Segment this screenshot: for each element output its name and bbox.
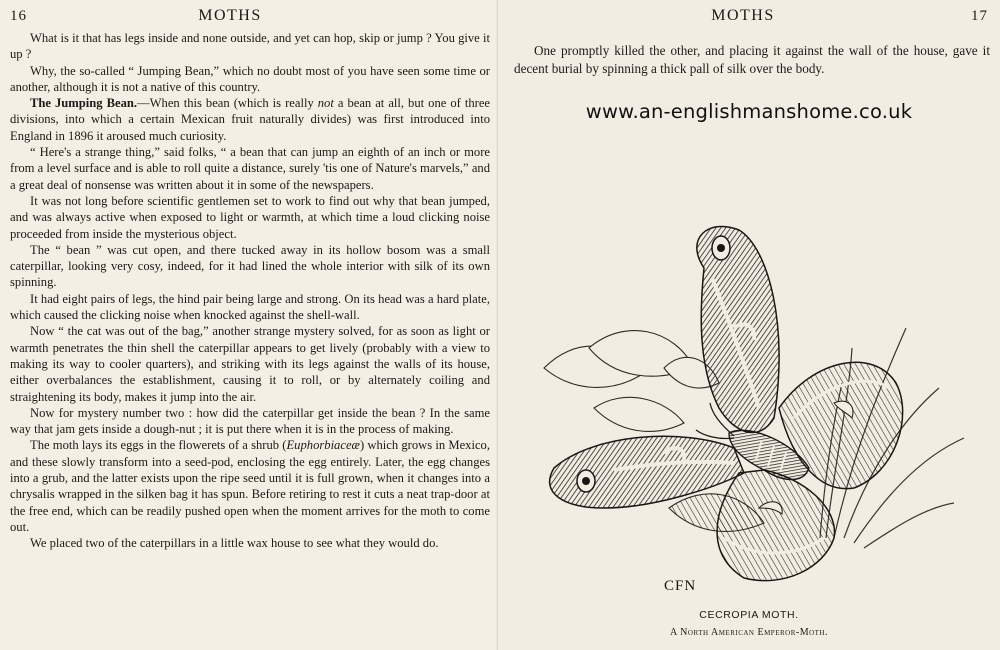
paragraph-2: Why, the so-called “ Jumping Bean,” which no doubt most of you have seen some time or another, although it is not a native of this country. [10,63,490,94]
paragraph-3-text-b: a bean at all, but one of three divisions, into which a certain Mexican fruit naturally divides) was first introduced into England in 1896 it aroused much curiosity. [10,96,491,143]
right-paragraph: One promptly killed the other, and placing it against the wall of the house, gave it decent burial by spinning a thick pall of silk over the body. [514,43,990,76]
left-running-title: MOTHS [198,7,262,24]
right-page-number: 17 [971,8,988,24]
left-page [0,0,498,650]
right-page [498,0,1000,650]
moth-engraving-svg [534,208,974,598]
paragraph-5: It was not long before scientific gentlemen set to work to find out why that bean jumped, and was always active when exposed to light or warmth, at which time a loud clicking noise proceeded from inside the mysterious object. [10,193,490,241]
section-heading-jumping-bean: The Jumping Bean. [30,96,138,111]
paragraph-10-text-a: The moth lays its eggs in the flowerets of a shrub ( [30,438,287,453]
right-running-head [514,6,992,30]
emphasis-not: not [317,96,334,111]
website-watermark: www.an-englishmanshome.co.uk [585,100,913,123]
paragraph-11: We placed two of the caterpillars in a little wax house to see what they would do. [30,536,439,551]
paragraph-3-text-a: —When this bean (which is really [137,96,318,111]
left-running-head [10,6,490,30]
paragraph-3 [10,95,490,144]
paragraph-8: Now “ the cat was out of the bag,” another strange mystery solved, for as soon as light or warmth penetrates the thin shell the caterpillar appears to get lively (probably with a view to making its way to cooler quarters), and striking with its legs against the walls of its house, either overbalances the establishment, causing it to roll, or by alternately coiling and straightening its body, makes it jump into the air. [10,324,490,404]
lower-hindwing [717,470,834,581]
upper-forewing [697,226,779,432]
paragraph-9: Now for mystery number two : how did the caterpillar get inside the bean ? In the same way that jam gets inside a dough-nut ; it is put there when it is in the process of making. [10,405,490,437]
latin-name-euphorbiaceae: Euphorbiaceæ [286,438,360,453]
right-running-title: MOTHS [711,7,775,24]
left-page-number: 16 [10,8,27,24]
figure-caption-subtitle: A North American Emperor-Moth. [670,627,828,638]
cecropia-moth-illustration [534,208,974,598]
paragraph-4: “ Here's a strange thing,” said folks, “ a bean that can jump an eighth of an inch or more from a level surface and is able to roll quite a distance, surely 'tis one of Nature's marvels,” and a great deal of nonsense was written about it in some of the newspapers. [10,145,490,192]
artist-signature: CFN [664,578,697,594]
paragraph-10-text-b: ) which grows in Mexico, and these slowly transform into a seed-pod, enclosing the egg entirely. Later, the egg changes into a grub, and the latter exists upon the ripe seed until it is full grown, when it changes into a chrysalis wrapped in the silken bag it has spun. Before retiring to rest it cuts a neat trap-door at the free end, which can be readily pushed open when the moment arrives for the moth to come out. [10,438,491,534]
paragraph-6: The “ bean ” was cut open, and there tucked away in its hollow bosom was a small caterpillar, looking very cosy, indeed, for it had lined the whole interior with silk of its own spinning. [10,242,490,290]
paragraph-7: It had eight pairs of legs, the hind pair being large and strong. On its head was a hard plate, which caused the clicking noise when knocked against the shell-wall. [10,291,490,323]
figure-caption-title: CECROPIA MOTH. [699,609,799,621]
paragraph-1: What is it that has legs inside and none outside, and yet can hop, skip or jump ? You give it up ? [10,31,490,62]
paragraph-10 [10,437,490,535]
